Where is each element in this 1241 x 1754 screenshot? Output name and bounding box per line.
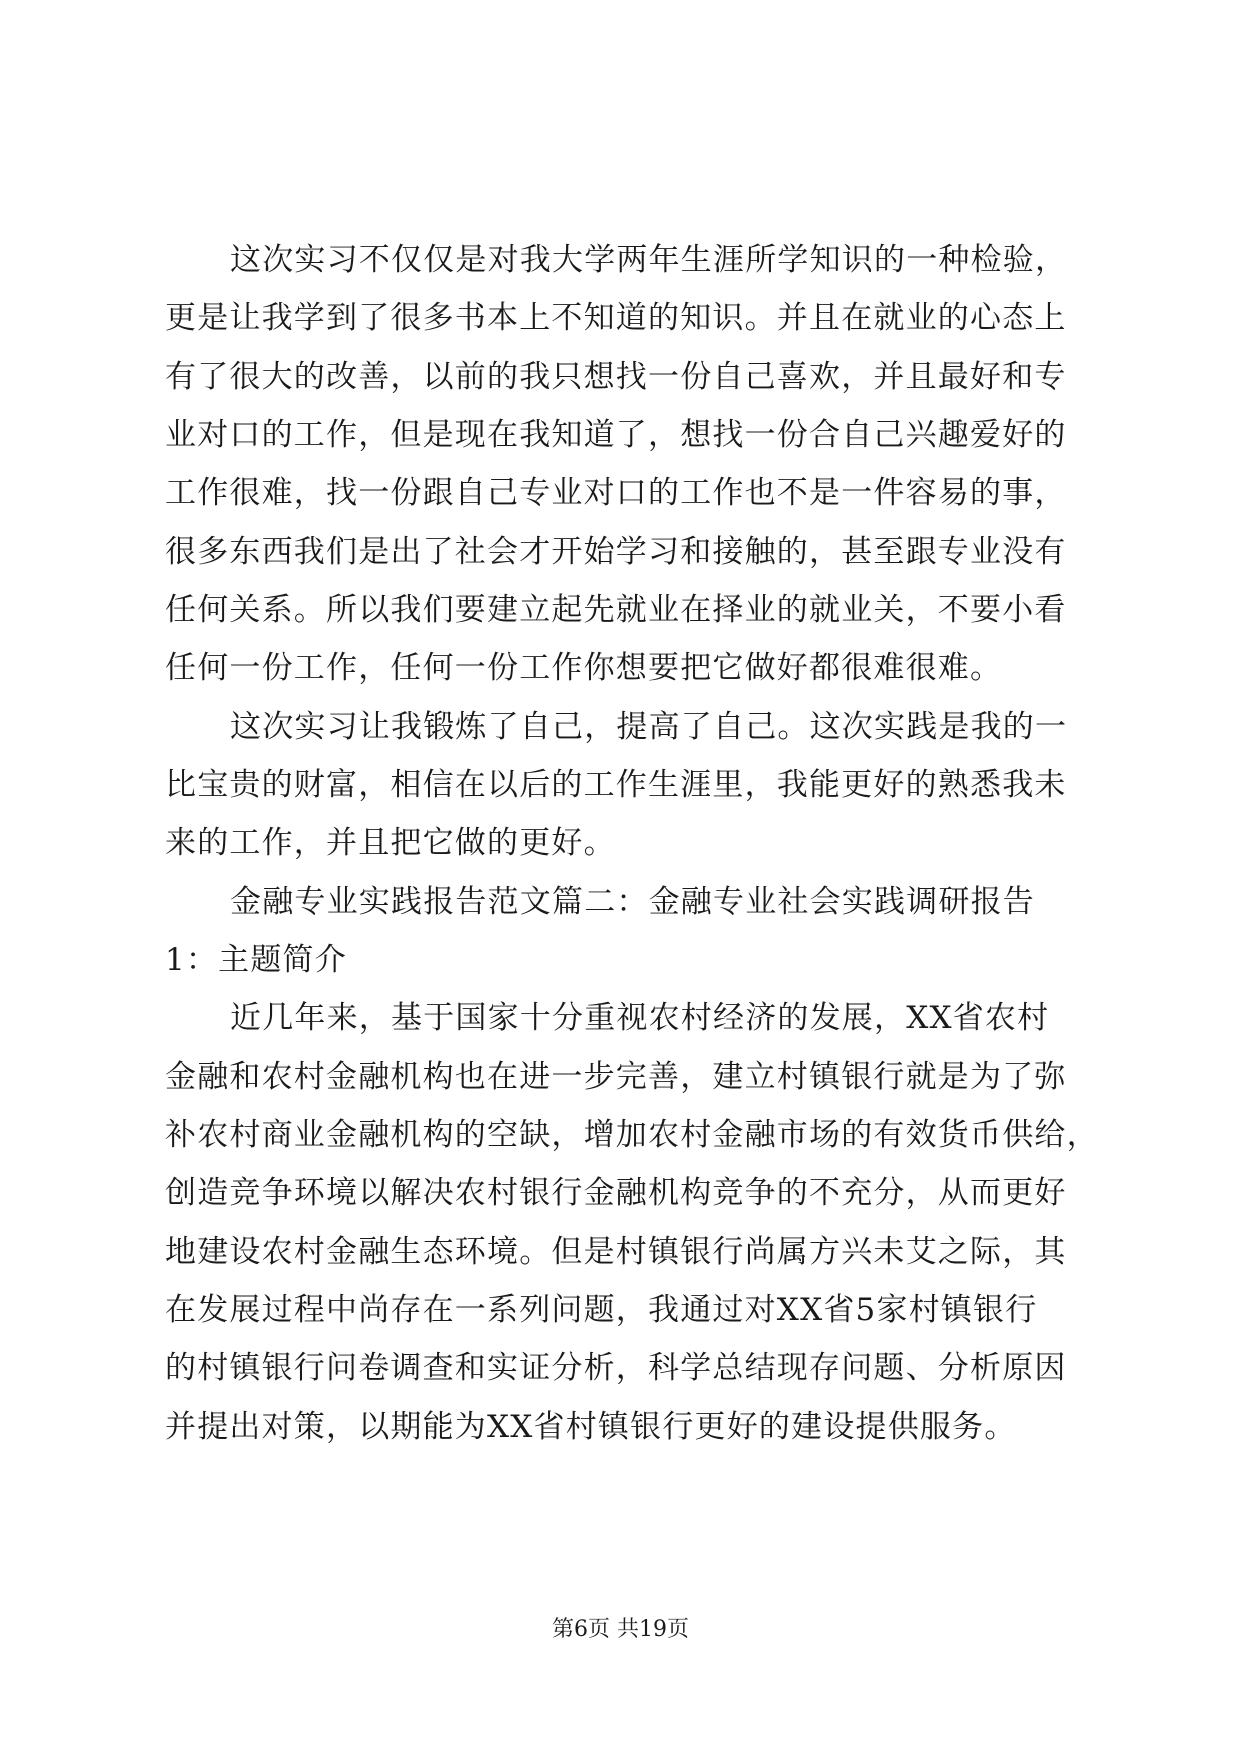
text-line: 很多东西我们是出了社会才开始学习和接触的，甚至跟专业没有 (165, 534, 1067, 570)
text-line: 任何一份工作，任何一份工作你想要把它做好都很难很难。 (165, 650, 1003, 686)
text-line: 金融和农村金融机构也在进一步完善，建立村镇银行就是为了弥 (165, 1059, 1067, 1095)
subsection-heading: 1：主题简介 (165, 942, 347, 978)
text-line: 近几年来，基于国家十分重视农村经济的发展，XX省农村 (230, 1000, 1050, 1036)
text-line: 来的工作，并且把它做的更好。 (165, 825, 616, 861)
page-number: 第6页 共19页 (552, 1617, 689, 1642)
text-line: 创造竞争环境以解决农村银行金融机构竞争的不充分，从而更好 (165, 1175, 1067, 1211)
text-line: 任何关系。所以我们要建立起先就业在择业的就业关，不要小看 (165, 592, 1067, 628)
text-line: 工作很难，找一份跟自己专业对口的工作也不是一件容易的事， (165, 475, 1067, 511)
text-line: 补农村商业金融机构的空缺，增加农村金融市场的有效货币供给， (165, 1117, 1099, 1153)
text-line: 这次实习不仅仅是对我大学两年生涯所学知识的一种检验， (230, 242, 1068, 278)
text-line: 这次实习让我锻炼了自己，提高了自己。这次实践是我的一 (230, 709, 1068, 745)
text-line: 业对口的工作，但是现在我知道了，想找一份合自己兴趣爱好的 (165, 417, 1067, 453)
section-heading: 金融专业实践报告范文篇二：金融专业社会实践调研报告 (230, 884, 1035, 920)
text-line: 比宝贵的财富，相信在以后的工作生涯里，我能更好的熟悉我未 (165, 767, 1067, 803)
text-line: 并提出对策，以期能为XX省村镇银行更好的建设提供服务。 (165, 1409, 1017, 1445)
text-line: 更是让我学到了很多书本上不知道的知识。并且在就业的心态上 (165, 300, 1067, 336)
text-line: 在发展过程中尚存在一系列问题，我通过对XX省5家村镇银行 (165, 1292, 1038, 1328)
text-line: 地建设农村金融生态环境。但是村镇银行尚属方兴未艾之际，其 (165, 1234, 1067, 1270)
text-line: 的村镇银行问卷调查和实证分析，科学总结现存问题、分析原因 (165, 1350, 1067, 1386)
text-line: 有了很大的改善，以前的我只想找一份自己喜欢，并且最好和专 (165, 359, 1067, 395)
